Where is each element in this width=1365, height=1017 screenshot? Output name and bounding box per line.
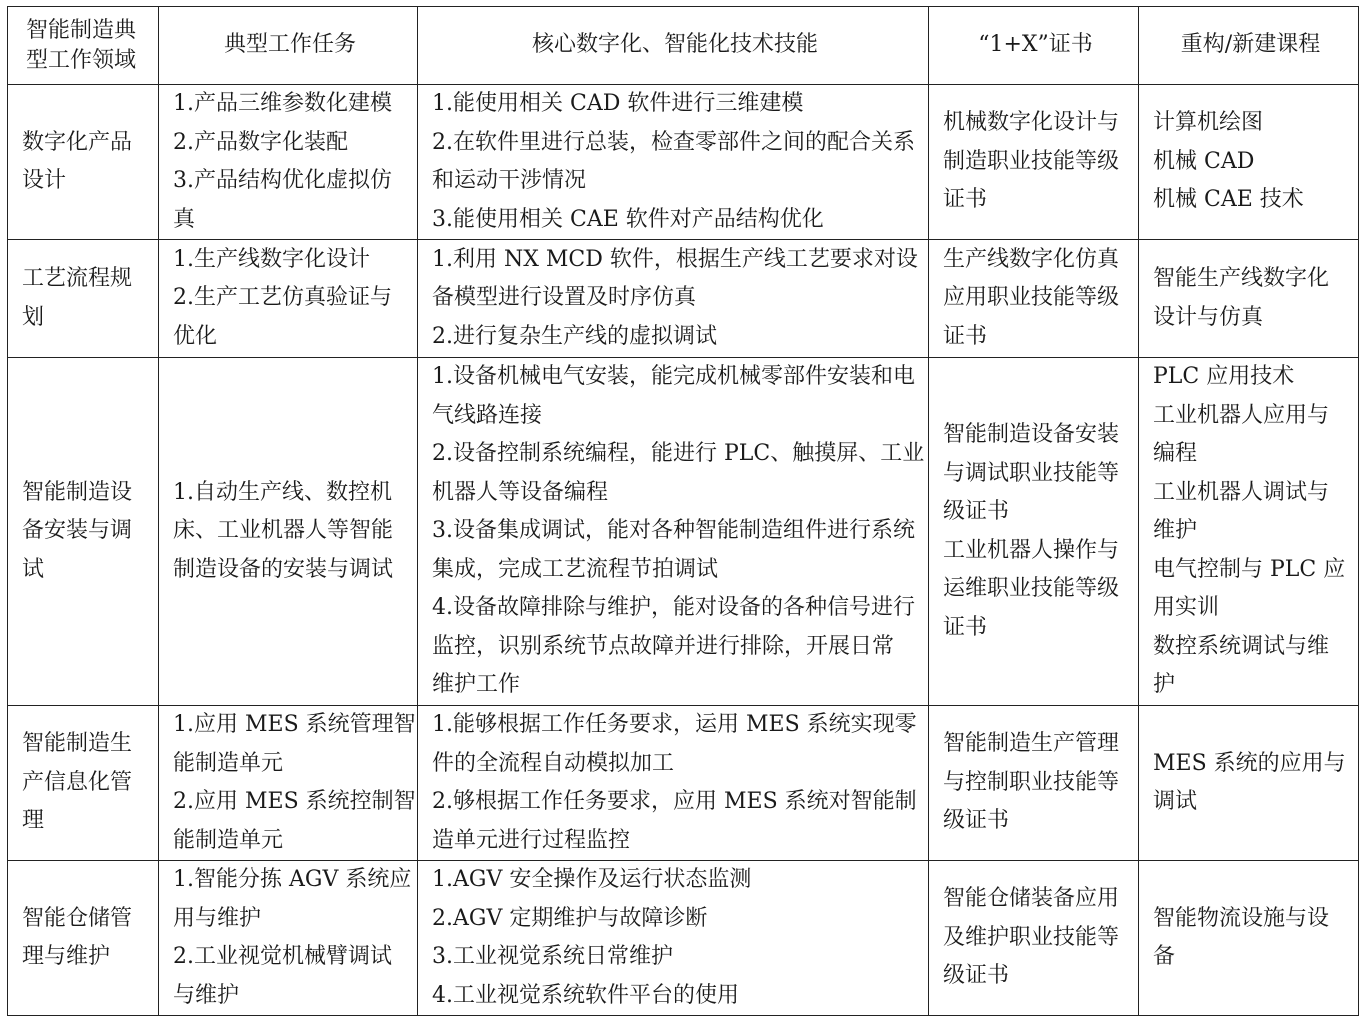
cell-line: 2.在软件里进行总装，检查零部件之间的配合关系	[432, 129, 915, 155]
header-work-domain	[8, 7, 159, 85]
cell-line: 设计与仿真	[1153, 304, 1264, 330]
header-line: “1+X”证书	[978, 32, 1093, 58]
cell-line: 智能物流设施与设	[1153, 905, 1330, 931]
cell-line: 2.生产工艺仿真验证与	[173, 285, 392, 311]
table-row	[8, 85, 1359, 240]
cell-line: 智能仓储装备应用	[943, 886, 1120, 912]
header-line: 重构/新建课程	[1180, 32, 1321, 58]
cell-line: 1.能够根据工作任务要求，运用 MES 系统实现零	[432, 712, 917, 737]
cell-line: 数字化产品	[22, 129, 133, 155]
cell-line: 电气控制与 PLC 应	[1153, 556, 1346, 582]
cell-line: 件的全流程自动模拟加工	[432, 750, 675, 776]
cell-domain	[8, 706, 159, 861]
cell-line: 备模型进行设置及时序仿真	[432, 285, 697, 311]
cell-line: 2.AGV 定期维护与故障诊断	[432, 905, 708, 931]
table-row	[8, 358, 1359, 706]
cell-line: 1.利用 NX MCD 软件，根据生产线工艺要求对设	[432, 246, 918, 272]
cell-line: 编程	[1153, 441, 1198, 467]
cell-line: 工业机器人应用与	[1153, 402, 1330, 428]
cell-line: 机械数字化设计与	[943, 110, 1120, 136]
cell-domain	[8, 358, 159, 706]
cell-domain	[8, 861, 159, 1016]
cell-line: 生产线数字化仿真	[943, 246, 1120, 272]
cell-line: 1.应用 MES 系统管理智	[173, 712, 416, 737]
cell-certs	[929, 358, 1139, 706]
cell-line: 机械 CAD	[1153, 148, 1255, 174]
table-row	[8, 706, 1359, 861]
cell-line: 划	[22, 304, 45, 330]
cell-courses	[1139, 240, 1359, 358]
cell-line: 级证书	[943, 499, 1010, 524]
header-courses	[1139, 7, 1359, 85]
cell-line: 工业机器人调试与	[1153, 479, 1330, 505]
cell-line: 理	[22, 808, 45, 834]
cell-line: 与维护	[173, 982, 240, 1008]
cell-line: 证书	[943, 187, 988, 213]
cell-line: 智能制造生	[22, 731, 133, 757]
cell-line: PLC 应用技术	[1153, 364, 1295, 390]
cell-skills	[418, 358, 929, 706]
cell-line: 试	[22, 556, 45, 582]
cell-line: 应用职业技能等级	[943, 285, 1120, 311]
cell-line: 2.进行复杂生产线的虚拟调试	[432, 323, 717, 349]
cell-line: 4.工业视觉系统软件平台的使用	[432, 982, 739, 1008]
cell-line: 优化	[173, 323, 218, 349]
cell-line: 机械 CAE 技术	[1153, 187, 1304, 213]
cell-line: 工艺流程规	[22, 266, 133, 291]
cell-line: 智能制造设	[22, 479, 133, 505]
cell-domain	[8, 85, 159, 240]
cell-line: 气线路连接	[432, 402, 543, 428]
cell-line: 智能制造设备安装	[943, 422, 1120, 447]
cell-line: 3.能使用相关 CAE 软件对产品结构优化	[432, 206, 824, 232]
cell-line: 制造职业技能等级	[943, 148, 1120, 174]
cell-line: 能制造单元	[173, 827, 284, 853]
curriculum-table	[7, 6, 1359, 1016]
cell-line: MES 系统的应用与	[1153, 750, 1346, 776]
cell-line: 与调试职业技能等	[943, 460, 1120, 486]
cell-certs	[929, 706, 1139, 861]
cell-line: 1.生产线数字化设计	[173, 246, 370, 272]
cell-line: 床、工业机器人等智能	[173, 518, 394, 544]
cell-line: 调试	[1153, 789, 1198, 814]
cell-line: 证书	[943, 323, 988, 349]
cell-line: 3.工业视觉系统日常维护	[432, 944, 673, 969]
cell-line: 护	[1153, 672, 1176, 698]
cell-line: 智能仓储管	[22, 905, 133, 931]
cell-line: 产信息化管	[22, 769, 133, 795]
cell-line: 真	[173, 206, 196, 232]
cell-courses	[1139, 85, 1359, 240]
cell-line: 智能制造生产管理	[943, 731, 1120, 757]
header-typical-tasks	[159, 7, 418, 85]
cell-certs	[929, 240, 1139, 358]
cell-line: 维护	[1153, 518, 1198, 544]
cell-line: 备安装与调	[22, 518, 133, 544]
cell-certs	[929, 85, 1139, 240]
cell-line: 3.设备集成调试，能对各种智能制造组件进行系统	[432, 518, 915, 544]
cell-courses	[1139, 861, 1359, 1016]
cell-tasks	[159, 85, 418, 240]
header-certificate	[929, 7, 1139, 85]
cell-line: 1.能使用相关 CAD 软件进行三维建模	[432, 91, 804, 116]
cell-line: 1.AGV 安全操作及运行状态监测	[432, 867, 752, 892]
cell-skills	[418, 861, 929, 1016]
table-row	[8, 240, 1359, 358]
cell-tasks	[159, 240, 418, 358]
cell-line: 维护工作	[432, 672, 521, 698]
cell-line: 机器人等设备编程	[432, 479, 609, 505]
cell-line: 证书	[943, 614, 988, 640]
cell-line: 智能生产线数字化	[1153, 266, 1330, 291]
cell-line: 备	[1153, 944, 1176, 969]
cell-domain	[8, 240, 159, 358]
cell-line: 集成，完成工艺流程节拍调试	[432, 556, 719, 582]
cell-line: 和运动干涉情况	[432, 168, 587, 193]
header-line: 智能制造典	[26, 17, 137, 43]
cell-line: 造单元进行过程监控	[432, 827, 631, 853]
cell-skills	[418, 706, 929, 861]
header-line: 型工作领域	[26, 47, 137, 73]
header-core-skills	[418, 7, 929, 85]
cell-line: 4.设备故障排除与维护，能对设备的各种信号进行	[432, 595, 915, 621]
cell-tasks	[159, 706, 418, 861]
cell-line: 1.设备机械电气安装，能完成机械零部件安装和电	[432, 364, 915, 390]
cell-line: 运维职业技能等级	[943, 576, 1120, 601]
cell-skills	[418, 240, 929, 358]
cell-line: 用实训	[1153, 595, 1220, 621]
cell-line: 监控，识别系统节点故障并进行排除，开展日常	[432, 633, 895, 659]
cell-line: 及维护职业技能等	[943, 924, 1120, 950]
header-line: 典型工作任务	[223, 32, 356, 58]
cell-line: 工业机器人操作与	[943, 537, 1120, 563]
cell-line: 计算机绘图	[1153, 110, 1264, 136]
cell-line: 与控制职业技能等	[943, 769, 1120, 795]
cell-line: 级证书	[943, 963, 1010, 989]
cell-line: 设计	[22, 168, 67, 193]
table-row	[8, 861, 1359, 1016]
cell-line: 数控系统调试与维	[1153, 633, 1330, 659]
cell-courses	[1139, 706, 1359, 861]
cell-skills	[418, 85, 929, 240]
cell-line: 1.自动生产线、数控机	[173, 479, 392, 505]
cell-line: 2.应用 MES 系统控制智	[173, 789, 416, 814]
header-line: 核心数字化、智能化技术技能	[531, 32, 818, 58]
cell-line: 2.够根据工作任务要求，应用 MES 系统对智能制	[432, 789, 917, 814]
cell-line: 1.产品三维参数化建模	[173, 91, 392, 116]
header-row	[8, 7, 1359, 85]
cell-line: 2.设备控制系统编程，能进行 PLC、触摸屏、工业	[432, 441, 925, 467]
cell-line: 级证书	[943, 808, 1010, 834]
cell-line: 1.智能分拣 AGV 系统应	[173, 867, 412, 892]
cell-line: 制造设备的安装与调试	[173, 556, 394, 582]
cell-certs	[929, 861, 1139, 1016]
cell-line: 3.产品结构优化虚拟仿	[173, 168, 392, 193]
cell-line: 能制造单元	[173, 750, 284, 776]
cell-line: 2.工业视觉机械臂调试	[173, 944, 392, 969]
cell-line: 理与维护	[22, 944, 111, 969]
cell-tasks	[159, 358, 418, 706]
cell-line: 用与维护	[173, 905, 262, 931]
cell-courses	[1139, 358, 1359, 706]
cell-line: 2.产品数字化装配	[173, 129, 348, 155]
cell-tasks	[159, 861, 418, 1016]
